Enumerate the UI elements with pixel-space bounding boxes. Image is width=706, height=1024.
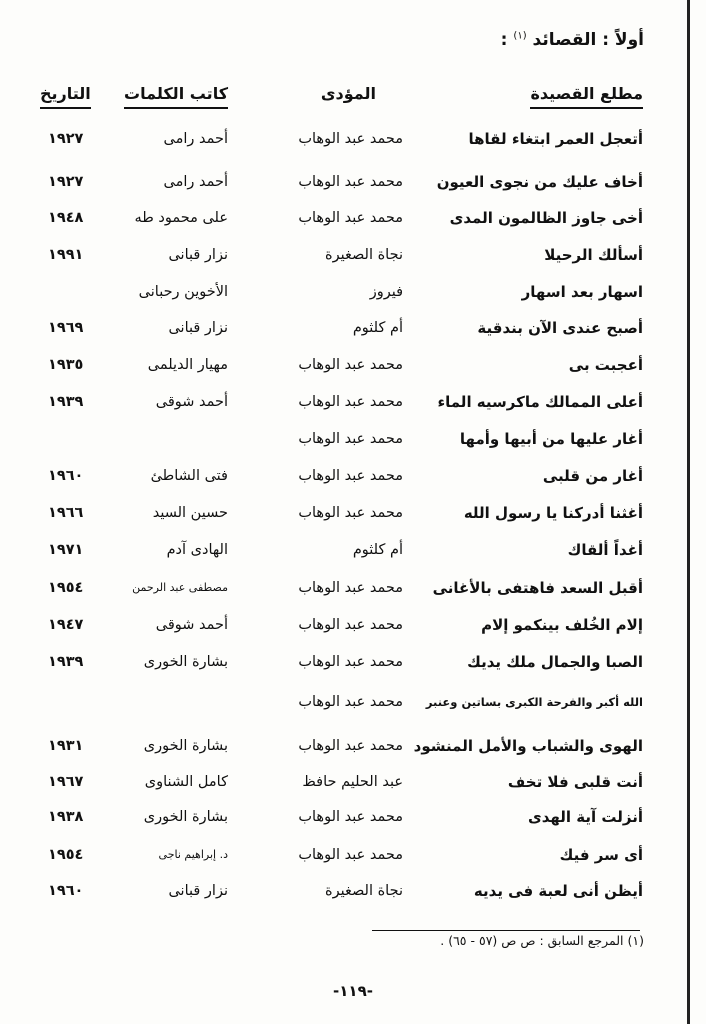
table-row bbox=[0, 424, 706, 454]
table-row bbox=[0, 313, 706, 343]
poem-title: أعلى الممالك ماكرسيه الماء bbox=[437, 393, 643, 411]
singer-name: محمد عبد الوهاب bbox=[298, 580, 403, 596]
table-row bbox=[0, 767, 706, 797]
year: ١٩٧١ bbox=[48, 542, 84, 558]
lyricist-name: الهادى آدم bbox=[166, 542, 228, 558]
table-row bbox=[0, 876, 706, 906]
singer-name: محمد عبد الوهاب bbox=[298, 654, 403, 670]
year: ١٩٥٤ bbox=[48, 847, 84, 863]
table-row bbox=[0, 167, 706, 197]
lyricist-name: أحمد رامى bbox=[163, 174, 228, 190]
page-number: -١١٩- bbox=[333, 982, 373, 1000]
lyricist-name: أحمد شوقى bbox=[155, 394, 228, 410]
lyricist-name: نزار قبانى bbox=[168, 247, 228, 263]
singer-name: محمد عبد الوهاب bbox=[298, 174, 403, 190]
poem-title: أيظن أنى لعبة فى يديه bbox=[473, 882, 643, 900]
table-row bbox=[0, 687, 706, 717]
poem-title: أخاف عليك من نجوى العيون bbox=[436, 173, 643, 191]
singer-name: أم كلثوم bbox=[352, 320, 403, 336]
lyricist-name: بشارة الخورى bbox=[143, 738, 228, 754]
year: ١٩٣٩ bbox=[48, 654, 84, 670]
poem-title: أغثنا أدركنا يا رسول الله bbox=[463, 504, 643, 522]
year: ١٩٥٤ bbox=[48, 580, 84, 596]
poem-title: أسألك الرحيلا bbox=[544, 246, 643, 264]
poem-title: أغداً ألقاك bbox=[567, 541, 643, 559]
table-row bbox=[0, 535, 706, 565]
year: ١٩٢٧ bbox=[48, 174, 84, 190]
lyricist-name: أحمد شوقى bbox=[155, 617, 228, 633]
singer-name: محمد عبد الوهاب bbox=[298, 131, 403, 147]
year: ١٩٣٥ bbox=[48, 357, 84, 373]
singer-name: نجاة الصغيرة bbox=[324, 883, 403, 899]
year: ١٩٣٩ bbox=[48, 394, 84, 410]
singer-name: محمد عبد الوهاب bbox=[298, 431, 403, 447]
lyricist-name: بشارة الخورى bbox=[143, 654, 228, 670]
table-row bbox=[0, 461, 706, 491]
singer-name: عبد الحليم حافظ bbox=[302, 774, 403, 790]
header-writer: كاتب الكلمات bbox=[124, 84, 228, 109]
singer-name: محمد عبد الوهاب bbox=[298, 694, 403, 710]
year: ١٩٢٧ bbox=[48, 131, 84, 147]
poem-title: الهوى والشباب والأمل المنشود bbox=[413, 737, 643, 755]
section-title: أولاً : القصائد $^{(١)}$ : bbox=[500, 30, 644, 50]
singer-name: أم كلثوم bbox=[352, 542, 403, 558]
table-row bbox=[0, 573, 706, 603]
poem-title: أتعجل العمر ابتغاء لقاها bbox=[468, 130, 643, 148]
poem-title: أعجبت بى bbox=[568, 356, 643, 374]
singer-name: محمد عبد الوهاب bbox=[298, 468, 403, 484]
year: ١٩٦٩ bbox=[48, 320, 84, 336]
table-row bbox=[0, 802, 706, 832]
lyricist-name: مصطفى عبد الرحمن bbox=[132, 581, 228, 594]
year: ١٩٦٦ bbox=[48, 505, 84, 521]
singer-name: فيروز bbox=[369, 284, 403, 300]
footnote: (١) المرجع السابق : ص ص (٥٧ - ٦٥) . bbox=[440, 933, 644, 948]
year: ١٩٤٨ bbox=[48, 210, 84, 226]
year: ١٩٦٠ bbox=[48, 468, 84, 484]
table-row bbox=[0, 203, 706, 233]
poem-title: أخى جاوز الظالمون المدى bbox=[449, 209, 643, 227]
table-row bbox=[0, 498, 706, 528]
singer-name: محمد عبد الوهاب bbox=[298, 394, 403, 410]
header-date: التاريخ bbox=[40, 84, 91, 109]
table-row bbox=[0, 240, 706, 270]
singer-name: نجاة الصغيرة bbox=[324, 247, 403, 263]
year: ١٩٩١ bbox=[48, 247, 84, 263]
year: ١٩٣٨ bbox=[48, 809, 84, 825]
poem-title: أغار من قلبى bbox=[542, 467, 643, 485]
lyricist-name: حسين السيد bbox=[152, 505, 228, 521]
poem-title: أى سر فيك bbox=[559, 846, 643, 864]
lyricist-name: على محمود طه bbox=[134, 210, 228, 226]
poem-title: أغار عليها من أبيها وأمها bbox=[459, 430, 643, 448]
lyricist-name: فتى الشاطئ bbox=[150, 468, 228, 484]
lyricist-name: الأخوين رحبانى bbox=[138, 284, 228, 300]
table-row bbox=[0, 610, 706, 640]
lyricist-name: أحمد رامى bbox=[163, 131, 228, 147]
singer-name: محمد عبد الوهاب bbox=[298, 738, 403, 754]
singer-name: محمد عبد الوهاب bbox=[298, 809, 403, 825]
header-singer: المؤدى bbox=[320, 84, 376, 103]
table-row bbox=[0, 731, 706, 761]
table-row bbox=[0, 387, 706, 417]
poem-title: اسهار بعد اسهار bbox=[521, 283, 643, 301]
year: ١٩٣١ bbox=[48, 738, 84, 754]
year: ١٩٦٧ bbox=[48, 774, 84, 790]
poem-title: إلام الخُلف بينكمو إلام bbox=[481, 616, 643, 634]
footnote-rule bbox=[372, 930, 640, 931]
lyricist-name: د. إبراهيم ناجى bbox=[158, 848, 228, 861]
poem-title: الصبا والجمال ملك يديك bbox=[467, 653, 643, 671]
table-row bbox=[0, 124, 706, 154]
poem-title: الله أكبر والفرحة الكبرى بساتين وعنبر bbox=[425, 695, 643, 709]
header-title: مطلع القصيدة bbox=[530, 84, 643, 109]
lyricist-name: نزار قبانى bbox=[168, 320, 228, 336]
singer-name: محمد عبد الوهاب bbox=[298, 210, 403, 226]
poem-title: أنزلت آية الهدى bbox=[527, 808, 643, 826]
singer-name: محمد عبد الوهاب bbox=[298, 617, 403, 633]
poem-title: أقبل السعد فاهتفى بالأغانى bbox=[432, 579, 643, 597]
singer-name: محمد عبد الوهاب bbox=[298, 357, 403, 373]
year: ١٩٤٧ bbox=[48, 617, 84, 633]
table-row bbox=[0, 350, 706, 380]
table-row bbox=[0, 840, 706, 870]
footnote-marker: (١) bbox=[513, 30, 527, 42]
table-row bbox=[0, 277, 706, 307]
year: ١٩٦٠ bbox=[48, 883, 84, 899]
lyricist-name: بشارة الخورى bbox=[143, 809, 228, 825]
lyricist-name: كامل الشناوى bbox=[144, 774, 228, 790]
poem-title: أنت قلبى فلا تخف bbox=[507, 773, 643, 791]
lyricist-name: مهيار الديلمى bbox=[147, 357, 228, 373]
lyricist-name: نزار قبانى bbox=[168, 883, 228, 899]
singer-name: محمد عبد الوهاب bbox=[298, 847, 403, 863]
table-row bbox=[0, 647, 706, 677]
poem-title: أصبح عندى الآن بندقية bbox=[477, 319, 643, 337]
singer-name: محمد عبد الوهاب bbox=[298, 505, 403, 521]
